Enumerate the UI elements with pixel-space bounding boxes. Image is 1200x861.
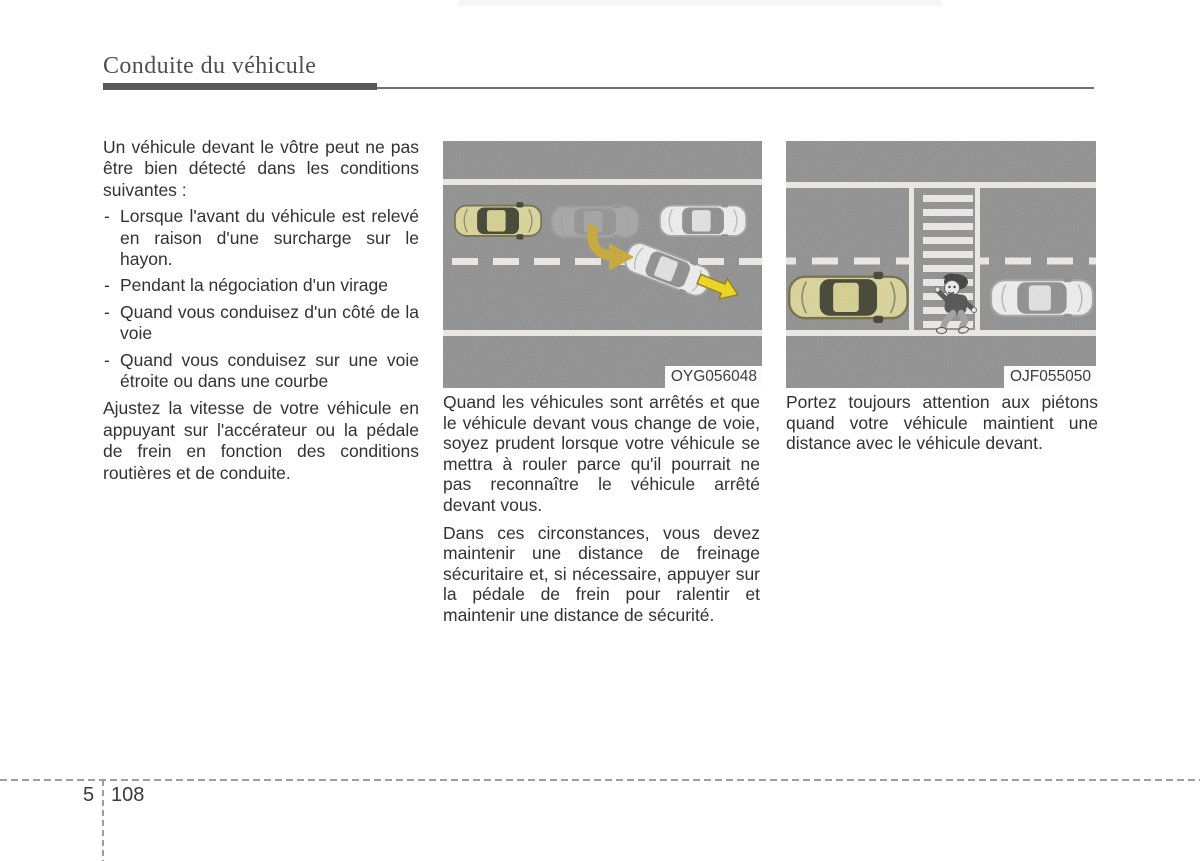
middle-caption	[443, 392, 760, 626]
bullet-item	[103, 350, 419, 393]
bullet-text: Pendant la négociation d'un virage	[120, 275, 388, 296]
crosswalk-road-scene	[786, 141, 1096, 388]
film-grain-overlay	[786, 141, 1096, 388]
left-text-column	[103, 137, 419, 484]
lane-change-illustration	[443, 141, 762, 388]
caption-paragraph: Quand les véhicules sont arrêtés et que le véhicule devant vous change de voie, soyez prudent lorsque votre véhicule se mettra à rouler parce qu'il pourrait ne pas reconnaître le véhicule arrêté devant vous.	[443, 392, 760, 515]
footer-dashed-divider	[0, 779, 1200, 781]
caption-paragraph: Dans ces circonstances, vous devez maintenir une distance de freinage sécuritaire et, si nécessaire, appuyer sur la pédale de frein pour ralentir et maintenir une distance de sécurité.	[443, 522, 760, 625]
figure-code-label: OYG056048	[665, 366, 762, 388]
top-edge-strip	[458, 0, 942, 6]
right-caption	[786, 392, 1098, 454]
lane-change-road-scene	[443, 141, 762, 388]
header-rule-thin	[377, 87, 1094, 89]
outro-paragraph: Ajustez la vitesse de votre véhicule en appuyant sur l'accérateur ou la pédale de frein en fonction des conditions routières et de conduite.	[103, 398, 419, 483]
conditions-bullet-list	[103, 206, 419, 392]
bullet-dash: -	[104, 275, 110, 296]
bullet-dash: -	[104, 206, 110, 227]
crosswalk-illustration	[786, 141, 1096, 388]
footer-dashed-vertical-divider	[102, 780, 104, 861]
bullet-item	[103, 302, 419, 345]
bullet-text: Lorsque l'avant du véhicule est relevé en raison d'une surcharge sur le hayon.	[120, 206, 419, 270]
intro-paragraph: Un véhicule devant le vôtre peut ne pas être bien détecté dans les conditions suivantes :	[103, 137, 419, 200]
section-number: 5	[83, 784, 95, 806]
bullet-text: Quand vous conduisez sur une voie étroite ou dans une courbe	[120, 349, 419, 392]
bullet-item	[103, 206, 419, 270]
bullet-dash: -	[104, 301, 110, 322]
page-title: Conduite du véhicule	[103, 53, 317, 79]
bullet-dash: -	[104, 349, 110, 370]
film-grain-overlay	[443, 141, 762, 388]
figure-code-label: OJF055050	[1004, 366, 1096, 388]
bullet-text: Quand vous conduisez d'un côté de la voie	[120, 301, 419, 344]
caption-paragraph: Portez toujours attention aux piétons quand votre véhicule maintient une distance avec le véhicule devant.	[786, 392, 1098, 454]
header-rule-thick	[103, 83, 377, 90]
bullet-item	[103, 275, 419, 296]
page-number: 108	[111, 784, 145, 806]
